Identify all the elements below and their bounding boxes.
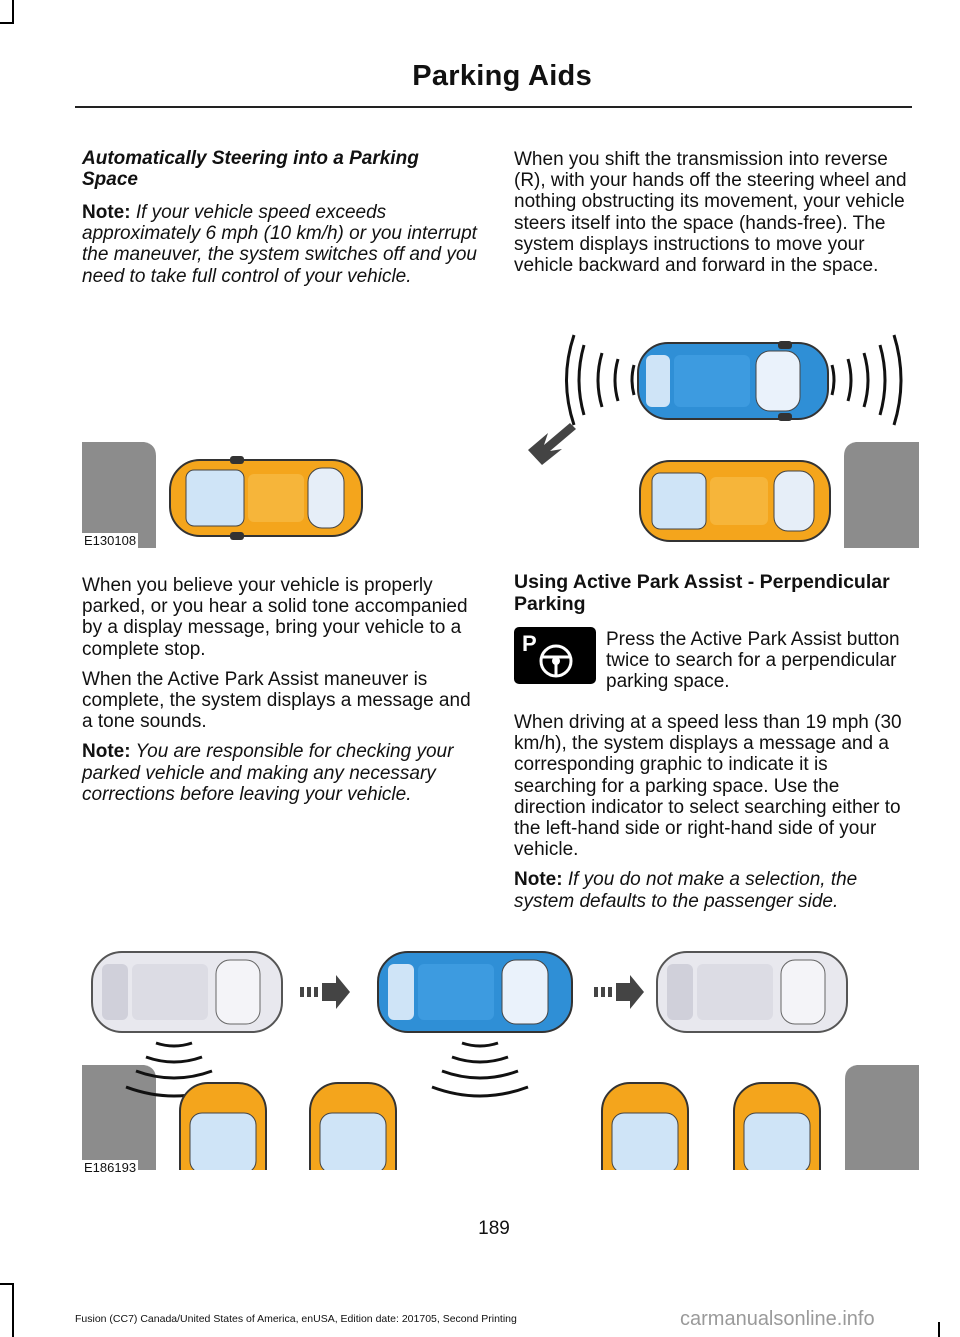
footer-edition: Fusion (CC7) Canada/United States of America, enUSA, Edition date: 201705, Second Printing [75,1313,517,1325]
blue-car [378,952,572,1032]
paragraph: Press the Active Park Assist button twice to search for a perpendicular parking space. [606,629,900,693]
orange-car [170,456,362,540]
note-label: Note: [82,741,131,763]
perpendicular-search-illustration [82,945,919,1170]
figure-code: E186193 [84,1160,137,1175]
section-heading: Using Active Park Assist - Perpendicular Parking [514,571,890,615]
note-text: If your vehicle speed exceeds approximately 6 mph (10 km/h) or you interrupt the maneuver, the system switches off and you need to take full control of your vehicle. [82,202,477,287]
left-column-top [82,148,477,296]
parked-car-illustration [82,442,477,548]
figure-code: E130108 [84,533,137,548]
right-column-bottom [514,712,914,921]
white-car [657,952,847,1032]
left-column-bottom [82,575,477,814]
svg-text:P: P [522,631,537,656]
arrow [300,975,350,1009]
crop-mark [0,22,14,24]
page-title: Parking Aids [412,60,592,92]
crop-mark [12,0,14,22]
orange-car [640,461,830,541]
paragraph: When you shift the transmission into reverse (R), with your hands off the steering wheel and nothing obstructing its movement, your vehicle steers itself into the space (hands-free). The system displays instructions to move your vehicle backward and forward in the space. [514,149,907,277]
watermark: carmanualsonline.info [680,1308,875,1330]
blue-car [638,341,828,421]
park-assist-icon [514,627,596,684]
section-heading: Automatically Steering into a Parking Space [82,148,419,190]
paragraph: When you believe your vehicle is properly parked, or you hear a solid tone accompanied by a display message, bring your vehicle to a complete stop. [82,575,468,660]
crop-mark [938,1322,940,1337]
crop-mark [0,1283,14,1285]
icon-description [606,629,906,702]
note [82,741,477,805]
note [514,869,914,911]
arrow [594,975,644,1009]
note-label: Note: [82,202,131,223]
paragraph: When the Active Park Assist maneuver is complete, the system displays a message and a tone sounds. [82,668,471,733]
reversing-car-illustration [514,325,919,548]
page-number: 189 [478,1218,510,1239]
right-column-mid [514,572,914,615]
reverse-arrow [528,423,576,465]
figure-reversing-car [514,325,919,548]
note-label: Note: [514,869,563,891]
figure-perpendicular-search [82,945,919,1175]
paragraph: When driving at a speed less than 19 mph (30 km/h), the system displays a message and a corresponding graphic to indicate it is searching for a parking space. Use the direction indicator to select searching either to the left-hand side or right-hand side of your vehicle. [514,712,902,861]
orange-car-row [180,1083,820,1170]
crop-mark [12,1283,14,1337]
note [82,202,477,287]
right-column-top [514,149,914,285]
header-divider [75,106,912,108]
note-text: You are responsible for checking your parked vehicle and making any necessary corrections before leaving your vehicle. [82,741,454,805]
note-text: If you do not make a selection, the system defaults to the passenger side. [514,869,858,912]
figure-parked-car [82,442,477,548]
white-car [92,952,282,1032]
